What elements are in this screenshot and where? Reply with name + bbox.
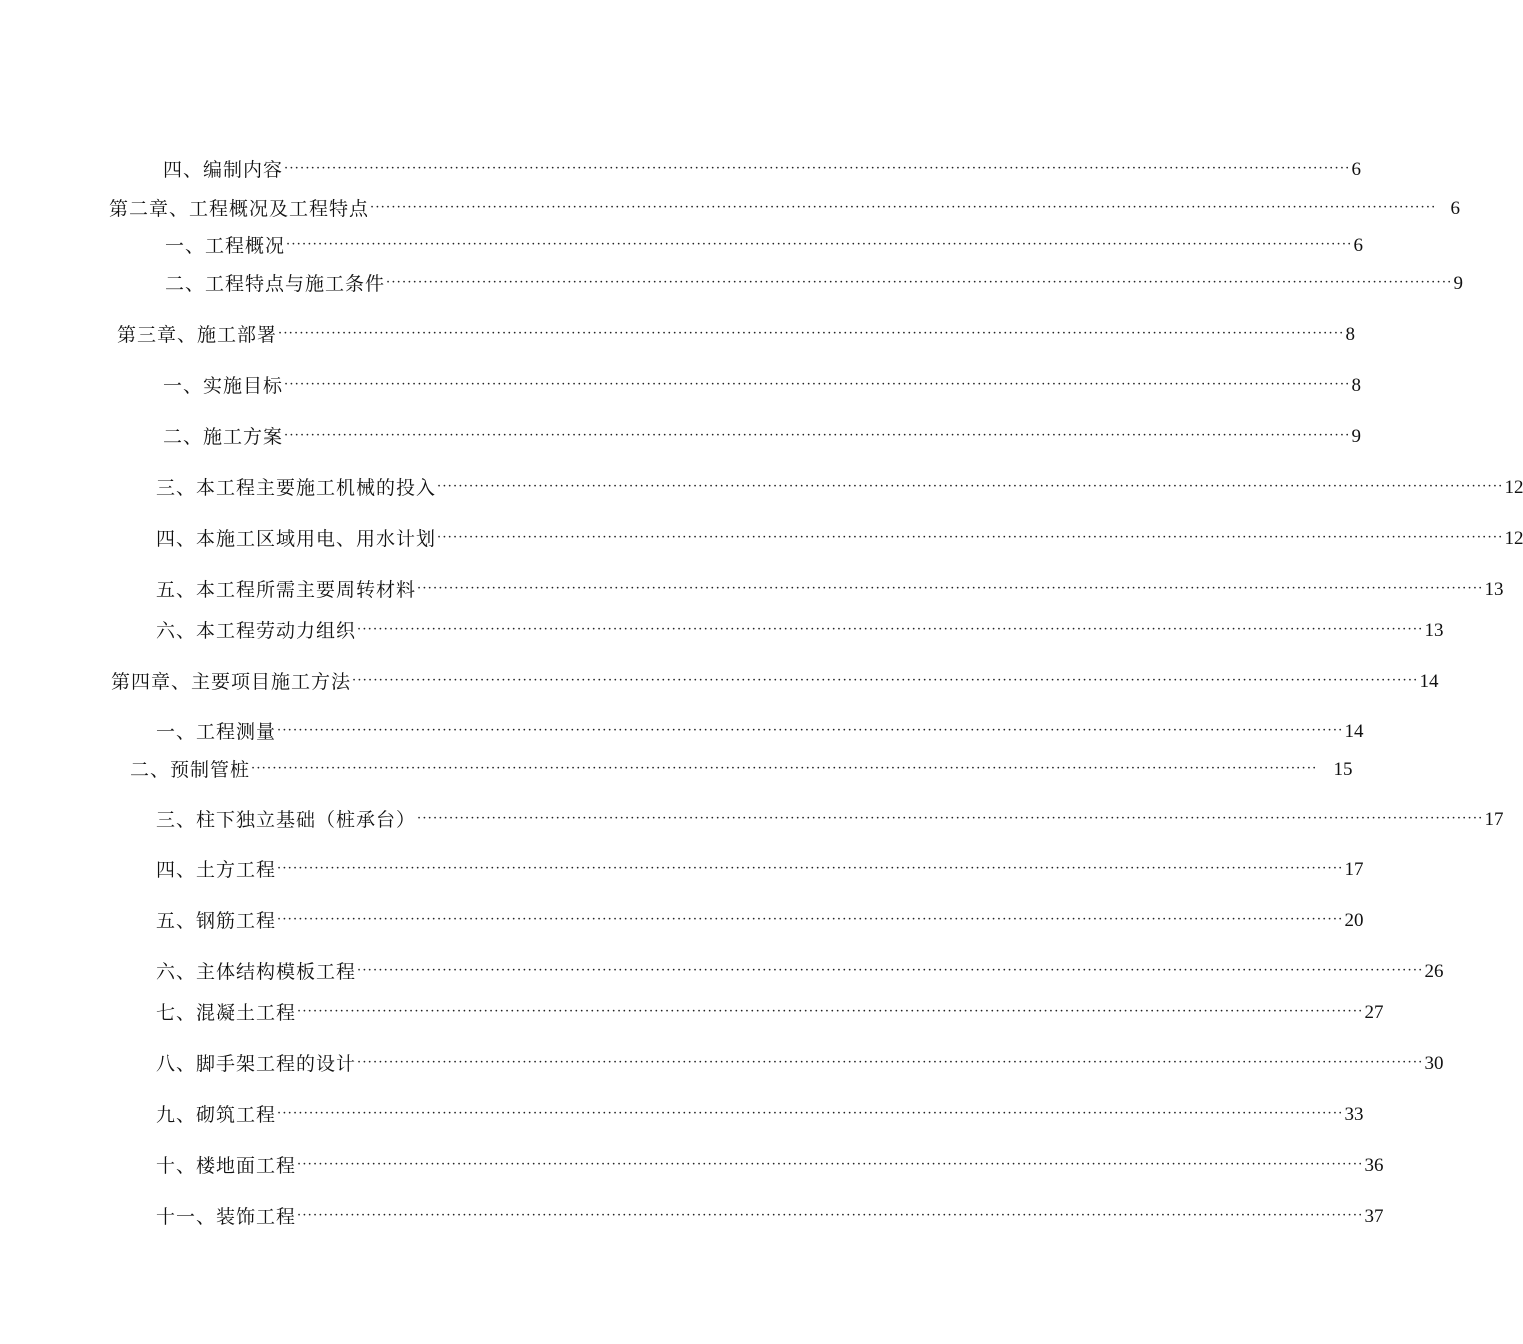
- toc-entry-page: 12: [1504, 528, 1523, 549]
- toc-entry-page: 6: [1351, 159, 1361, 180]
- toc-entry-label: 九、砌筑工程: [156, 1104, 277, 1126]
- toc-entry-label: 第四章、主要项目施工方法: [111, 671, 352, 693]
- toc-entry-page: 20: [1344, 910, 1364, 931]
- dot-leader: ········································································································································································································: [278, 326, 1345, 341]
- toc-entry[interactable]: [156, 576, 1504, 604]
- toc-entry[interactable]: [156, 856, 1364, 884]
- dot-leader: ········································································································································································································: [370, 200, 1437, 215]
- toc-entry-page: 14: [1344, 721, 1364, 742]
- toc-entry-label: 一、实施目标: [163, 375, 284, 397]
- dot-leader: ········································································································································································································: [297, 1157, 1364, 1172]
- dot-leader: ········································································································································································································: [357, 963, 1424, 978]
- toc-entry-label: 八、脚手架工程的设计: [156, 1053, 357, 1075]
- dot-leader: ········································································································································································································: [297, 1004, 1364, 1019]
- toc-entry-label: 三、本工程主要施工机械的投入: [156, 477, 437, 499]
- dot-leader: ········································································································································································································: [437, 479, 1504, 494]
- dot-leader: ········································································································································································································: [284, 428, 1351, 443]
- toc-entry-label: 一、工程概况: [165, 235, 286, 257]
- toc-entry-page: 26: [1424, 961, 1444, 982]
- toc-entry-page: 13: [1484, 579, 1504, 600]
- toc-entry-page: 17: [1344, 859, 1364, 880]
- dot-leader: ········································································································································································································: [357, 622, 1424, 637]
- toc-entry[interactable]: [156, 806, 1504, 834]
- toc-entry[interactable]: [109, 195, 1460, 223]
- toc-entry-label: 十一、装饰工程: [156, 1206, 297, 1228]
- dot-leader: ········································································································································································································: [386, 275, 1453, 290]
- toc-entry-page: 6: [1353, 235, 1363, 256]
- toc-entry-page: 33: [1344, 1104, 1364, 1125]
- toc-entry[interactable]: [163, 156, 1361, 184]
- toc-entry[interactable]: [111, 668, 1439, 696]
- toc-entry[interactable]: [156, 474, 1523, 502]
- toc-entry-label: 四、编制内容: [163, 159, 284, 181]
- toc-entry[interactable]: [156, 999, 1384, 1027]
- dot-leader: ········································································································································································································: [277, 861, 1344, 876]
- toc-entry-label: 二、预制管桩: [130, 759, 251, 781]
- toc-entry[interactable]: [130, 756, 1353, 784]
- toc-entry[interactable]: [156, 907, 1364, 935]
- dot-leader: ········································································································································································································: [284, 377, 1351, 392]
- dot-leader: ········································································································································································································: [284, 161, 1351, 176]
- toc-entry-label: 三、柱下独立基础（桩承台）: [156, 809, 417, 831]
- toc-entry-page: 8: [1345, 324, 1355, 345]
- toc-entry-page: 12: [1504, 477, 1523, 498]
- dot-leader: ········································································································································································································: [277, 912, 1344, 927]
- toc-entry-label: 二、工程特点与施工条件: [165, 273, 386, 295]
- toc-entry-label: 一、工程测量: [156, 721, 277, 743]
- toc-entry-page: 17: [1484, 809, 1504, 830]
- toc-entry-label: 六、主体结构模板工程: [156, 961, 357, 983]
- toc-entry-page: 15: [1333, 759, 1353, 780]
- toc-entry-page: 9: [1351, 426, 1361, 447]
- toc-entry-page: 6: [1450, 198, 1460, 219]
- toc-entry-page: 9: [1453, 273, 1463, 294]
- toc-entry[interactable]: [156, 1203, 1384, 1231]
- dot-leader: ········································································································································································································: [297, 1208, 1364, 1223]
- toc-entry[interactable]: [156, 1152, 1384, 1180]
- dot-leader: ········································································································································································································: [277, 1106, 1344, 1121]
- toc-entry-page: 27: [1364, 1002, 1384, 1023]
- dot-leader: ········································································································································································································: [417, 581, 1484, 596]
- toc-entry-page: 37: [1364, 1206, 1384, 1227]
- toc-entry[interactable]: [156, 958, 1444, 986]
- toc-entry[interactable]: [156, 1050, 1444, 1078]
- toc-entry[interactable]: [117, 321, 1355, 349]
- toc-entry-label: 第二章、工程概况及工程特点: [109, 198, 370, 220]
- toc-entry-page: 14: [1419, 671, 1439, 692]
- dot-leader: ········································································································································································································: [417, 811, 1484, 826]
- toc-entry-label: 第三章、施工部署: [117, 324, 278, 346]
- toc-entry-label: 五、本工程所需主要周转材料: [156, 579, 417, 601]
- toc-entry-page: 36: [1364, 1155, 1384, 1176]
- toc-entry-page: 13: [1424, 620, 1444, 641]
- toc-entry-label: 六、本工程劳动力组织: [156, 620, 357, 642]
- toc-entry-label: 五、钢筋工程: [156, 910, 277, 932]
- dot-leader: ········································································································································································································: [286, 237, 1353, 252]
- toc-entry[interactable]: [163, 372, 1361, 400]
- toc-entry[interactable]: [156, 718, 1364, 746]
- toc-entry-page: 30: [1424, 1053, 1444, 1074]
- toc-entry-label: 四、土方工程: [156, 859, 277, 881]
- toc-entry-label: 七、混凝土工程: [156, 1002, 297, 1024]
- dot-leader: ········································································································································································································: [277, 723, 1344, 738]
- toc-entry[interactable]: [156, 1101, 1364, 1129]
- toc-entry[interactable]: [163, 423, 1361, 451]
- toc-entry[interactable]: [156, 617, 1444, 645]
- dot-leader: ········································································································································································································: [437, 530, 1504, 545]
- dot-leader: ········································································································································································································: [251, 761, 1318, 776]
- toc-entry-page: 8: [1351, 375, 1361, 396]
- dot-leader: ········································································································································································································: [357, 1055, 1424, 1070]
- toc-entry[interactable]: [165, 232, 1363, 260]
- toc-entry[interactable]: [165, 270, 1463, 298]
- toc-entry-label: 二、施工方案: [163, 426, 284, 448]
- toc-entry-label: 十、楼地面工程: [156, 1155, 297, 1177]
- toc-entry-label: 四、本施工区域用电、用水计划: [156, 528, 437, 550]
- dot-leader: ········································································································································································································: [352, 673, 1419, 688]
- toc-entry[interactable]: [156, 525, 1523, 553]
